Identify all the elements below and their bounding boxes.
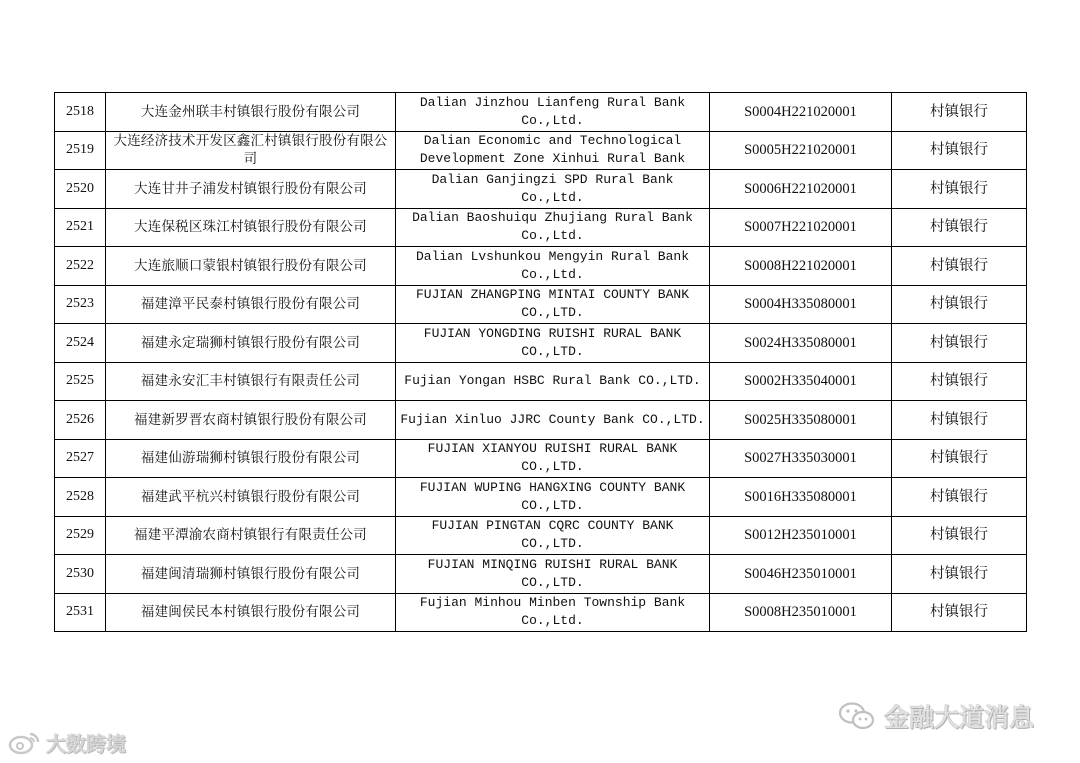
row-number-cell: 2525 xyxy=(55,362,106,401)
english-name-cell: FUJIAN MINQING RUISHI RURAL BANK CO.,LTD. xyxy=(396,555,710,594)
chinese-name-cell: 大连甘井子浦发村镇银行股份有限公司 xyxy=(106,170,396,209)
chinese-name-cell: 大连经济技术开发区鑫汇村镇银行股份有限公司 xyxy=(106,131,396,170)
table-row xyxy=(55,93,1027,132)
table-row xyxy=(55,208,1027,247)
institution-code-cell: S0007H221020001 xyxy=(710,208,892,247)
chinese-name-cell: 福建闽清瑞狮村镇银行股份有限公司 xyxy=(106,555,396,594)
table-row xyxy=(55,401,1027,440)
chinese-name-cell: 大连保税区珠江村镇银行股份有限公司 xyxy=(106,208,396,247)
table-row xyxy=(55,439,1027,478)
institution-type-cell: 村镇银行 xyxy=(892,516,1027,555)
english-name-cell: Fujian Minhou Minben Township Bank Co.,Ltd. xyxy=(396,593,710,632)
table-row xyxy=(55,324,1027,363)
weibo-logo-icon xyxy=(8,730,42,756)
watermark-left xyxy=(8,728,126,757)
row-number-cell: 2529 xyxy=(55,516,106,555)
row-number-cell: 2526 xyxy=(55,401,106,440)
watermark-right xyxy=(838,698,1034,734)
chinese-name-cell: 福建仙游瑞狮村镇银行股份有限公司 xyxy=(106,439,396,478)
table-body xyxy=(55,93,1027,632)
english-name-cell: Dalian Jinzhou Lianfeng Rural Bank Co.,Ltd. xyxy=(396,93,710,132)
table-row xyxy=(55,131,1027,170)
english-name-cell: Dalian Baoshuiqu Zhujiang Rural Bank Co.,Ltd. xyxy=(396,208,710,247)
watermark-left-text: 大数跨境 xyxy=(46,732,126,756)
chinese-name-cell: 福建永定瑞狮村镇银行股份有限公司 xyxy=(106,324,396,363)
bank-list-table xyxy=(54,92,1027,632)
row-number-cell: 2518 xyxy=(55,93,106,132)
row-number-cell: 2521 xyxy=(55,208,106,247)
row-number-cell: 2524 xyxy=(55,324,106,363)
table-row xyxy=(55,170,1027,209)
institution-type-cell: 村镇银行 xyxy=(892,131,1027,170)
institution-code-cell: S0025H335080001 xyxy=(710,401,892,440)
chinese-name-cell: 福建新罗晋农商村镇银行股份有限公司 xyxy=(106,401,396,440)
institution-code-cell: S0024H335080001 xyxy=(710,324,892,363)
institution-type-cell: 村镇银行 xyxy=(892,439,1027,478)
english-name-cell: Fujian Xinluo JJRC County Bank CO.,LTD. xyxy=(396,401,710,440)
institution-code-cell: S0002H335040001 xyxy=(710,362,892,401)
institution-code-cell: S0004H221020001 xyxy=(710,93,892,132)
table-row xyxy=(55,362,1027,401)
chinese-name-cell: 福建永安汇丰村镇银行有限责任公司 xyxy=(106,362,396,401)
table-row xyxy=(55,285,1027,324)
institution-code-cell: S0008H235010001 xyxy=(710,593,892,632)
wechat-logo-icon xyxy=(838,701,876,731)
institution-code-cell: S0027H335030001 xyxy=(710,439,892,478)
institution-code-cell: S0046H235010001 xyxy=(710,555,892,594)
institution-type-cell: 村镇银行 xyxy=(892,324,1027,363)
institution-code-cell: S0016H335080001 xyxy=(710,478,892,517)
row-number-cell: 2519 xyxy=(55,131,106,170)
institution-code-cell: S0012H235010001 xyxy=(710,516,892,555)
institution-type-cell: 村镇银行 xyxy=(892,93,1027,132)
english-name-cell: Dalian Ganjingzi SPD Rural Bank Co.,Ltd. xyxy=(396,170,710,209)
institution-type-cell: 村镇银行 xyxy=(892,208,1027,247)
chinese-name-cell: 福建闽侯民本村镇银行股份有限公司 xyxy=(106,593,396,632)
institution-type-cell: 村镇银行 xyxy=(892,555,1027,594)
institution-type-cell: 村镇银行 xyxy=(892,478,1027,517)
row-number-cell: 2530 xyxy=(55,555,106,594)
institution-type-cell: 村镇银行 xyxy=(892,285,1027,324)
english-name-cell: FUJIAN PINGTAN CQRC COUNTY BANK CO.,LTD. xyxy=(396,516,710,555)
english-name-cell: FUJIAN XIANYOU RUISHI RURAL BANK CO.,LTD. xyxy=(396,439,710,478)
row-number-cell: 2520 xyxy=(55,170,106,209)
institution-type-cell: 村镇银行 xyxy=(892,170,1027,209)
watermark-right-text: 金融大道消息 xyxy=(884,703,1035,732)
row-number-cell: 2527 xyxy=(55,439,106,478)
institution-code-cell: S0006H221020001 xyxy=(710,170,892,209)
institution-type-cell: 村镇银行 xyxy=(892,593,1027,632)
english-name-cell: FUJIAN WUPING HANGXING COUNTY BANK CO.,LTD. xyxy=(396,478,710,517)
institution-type-cell: 村镇银行 xyxy=(892,362,1027,401)
table-row xyxy=(55,555,1027,594)
table-row xyxy=(55,478,1027,517)
chinese-name-cell: 福建武平杭兴村镇银行股份有限公司 xyxy=(106,478,396,517)
row-number-cell: 2522 xyxy=(55,247,106,286)
bank-list-table-container xyxy=(54,92,1026,632)
row-number-cell: 2523 xyxy=(55,285,106,324)
table-row xyxy=(55,593,1027,632)
chinese-name-cell: 大连旅顺口蒙银村镇银行股份有限公司 xyxy=(106,247,396,286)
institution-code-cell: S0004H335080001 xyxy=(710,285,892,324)
english-name-cell: FUJIAN ZHANGPING MINTAI COUNTY BANK CO.,LTD. xyxy=(396,285,710,324)
english-name-cell: FUJIAN YONGDING RUISHI RURAL BANK CO.,LTD. xyxy=(396,324,710,363)
chinese-name-cell: 福建平潭渝农商村镇银行有限责任公司 xyxy=(106,516,396,555)
english-name-cell: Dalian Lvshunkou Mengyin Rural Bank Co.,Ltd. xyxy=(396,247,710,286)
institution-type-cell: 村镇银行 xyxy=(892,247,1027,286)
row-number-cell: 2531 xyxy=(55,593,106,632)
table-row xyxy=(55,516,1027,555)
institution-type-cell: 村镇银行 xyxy=(892,401,1027,440)
english-name-cell: Dalian Economic and Technological Development Zone Xinhui Rural Bank xyxy=(396,131,710,170)
english-name-cell: Fujian Yongan HSBC Rural Bank CO.,LTD. xyxy=(396,362,710,401)
chinese-name-cell: 大连金州联丰村镇银行股份有限公司 xyxy=(106,93,396,132)
table-row xyxy=(55,247,1027,286)
institution-code-cell: S0008H221020001 xyxy=(710,247,892,286)
row-number-cell: 2528 xyxy=(55,478,106,517)
chinese-name-cell: 福建漳平民泰村镇银行股份有限公司 xyxy=(106,285,396,324)
institution-code-cell: S0005H221020001 xyxy=(710,131,892,170)
